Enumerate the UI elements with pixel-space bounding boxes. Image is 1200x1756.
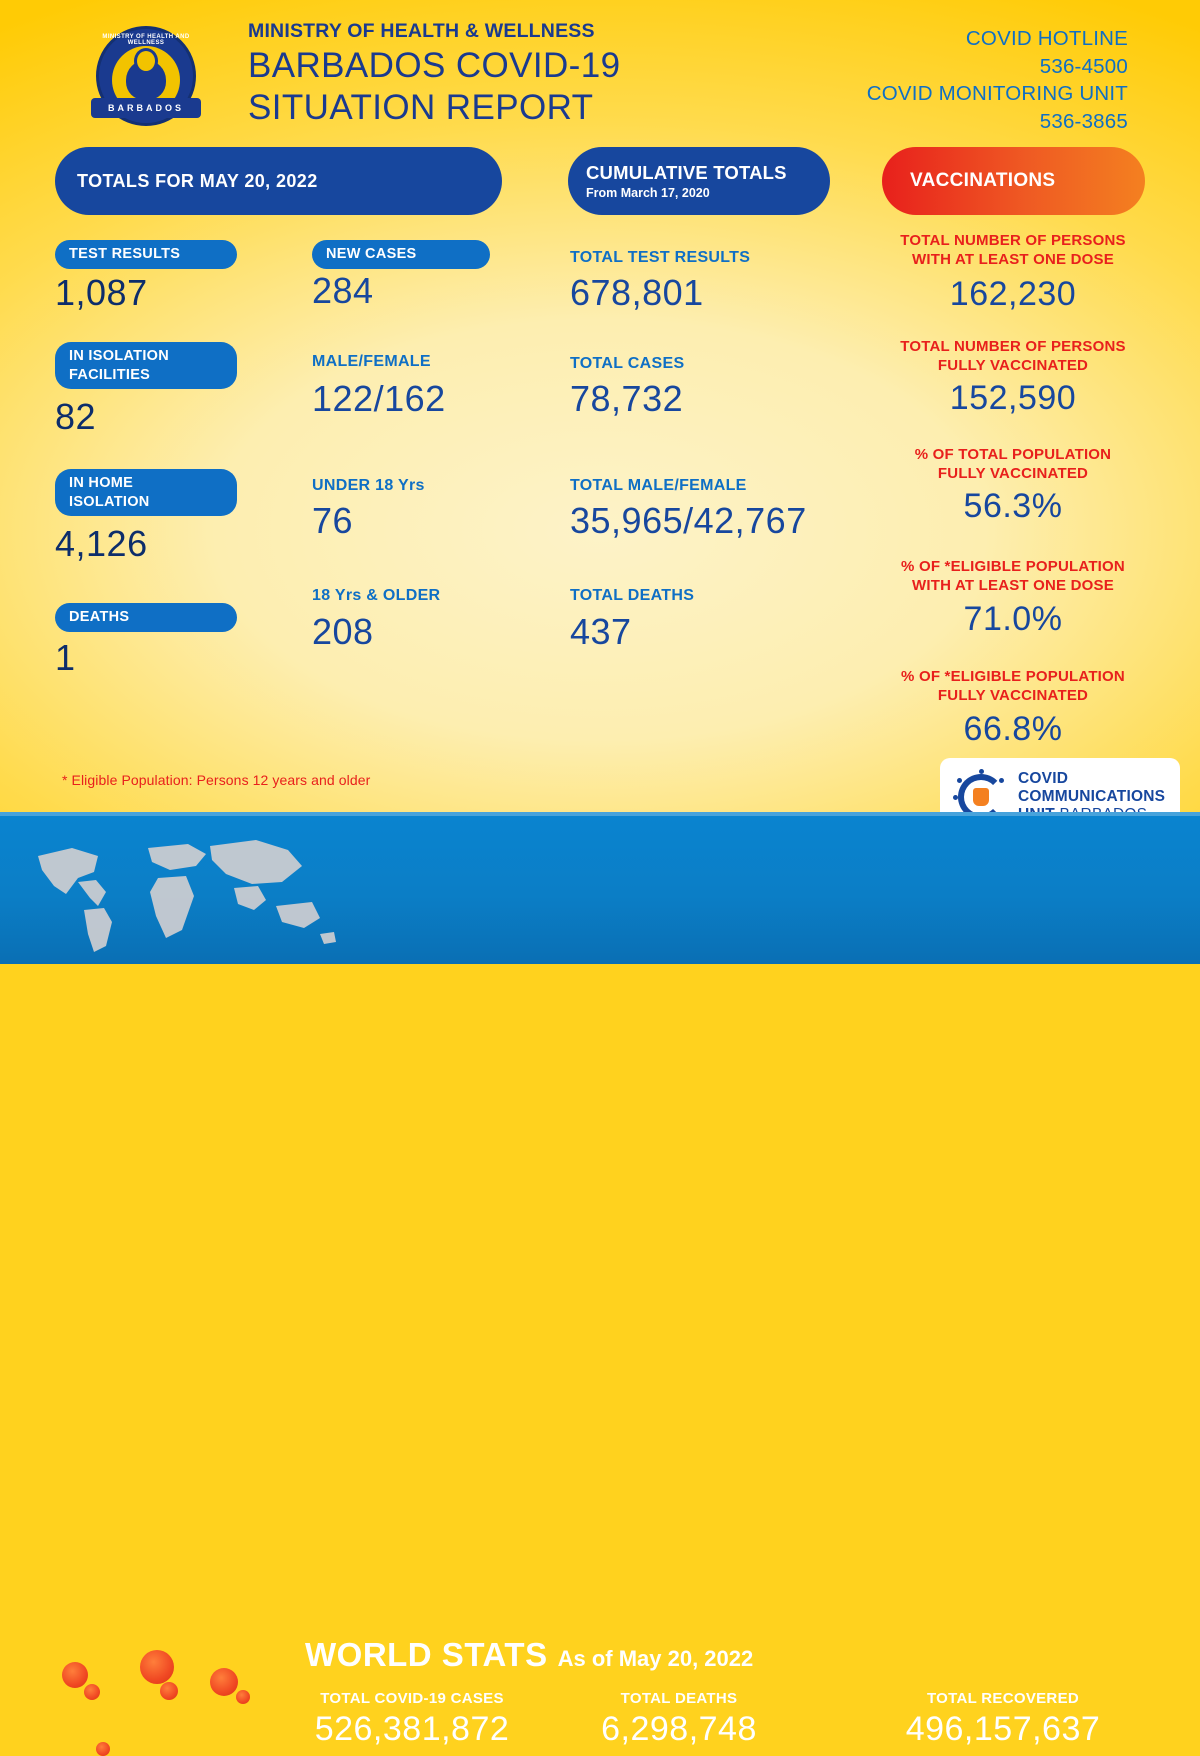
cumulative-totals-banner bbox=[568, 147, 830, 215]
vaccinations-banner bbox=[882, 147, 1145, 215]
total-male-female-value: 35,965/42,767 bbox=[570, 500, 807, 541]
map-hotspot-dot bbox=[140, 1650, 174, 1684]
world-total-recovered-value: 496,157,637 bbox=[905, 1710, 1101, 1748]
home-isolation-value: 4,126 bbox=[55, 523, 148, 564]
ccu-line-2: COMMUNICATIONS bbox=[1018, 787, 1166, 805]
daily-deaths-label: DEATHS bbox=[55, 603, 237, 632]
world-map-graphic bbox=[20, 826, 340, 956]
world-total-deaths-label: TOTAL DEATHS bbox=[620, 1690, 738, 1707]
vacc-pct-eligible-one-dose-value: 71.0% bbox=[963, 600, 1063, 638]
isolation-facilities-value: 82 bbox=[55, 396, 97, 437]
world-total-recovered-label: TOTAL RECOVERED bbox=[926, 1690, 1080, 1707]
total-deaths-value: 437 bbox=[570, 611, 632, 652]
vacc-pct-eligible-fully-value: 66.8% bbox=[963, 710, 1063, 748]
crest-bottom-text: BARBADOS bbox=[91, 98, 201, 118]
vacc-pct-total-pop-label-line2: FULLY VACCINATED bbox=[937, 464, 1089, 482]
vacc-pct-eligible-one-dose-label-line2: WITH AT LEAST ONE DOSE bbox=[912, 576, 1114, 594]
monitoring-unit-number: 536-3865 bbox=[1039, 110, 1128, 134]
vacc-one-dose-label-line2: WITH AT LEAST ONE DOSE bbox=[912, 250, 1114, 268]
world-stats-band bbox=[0, 812, 1200, 1748]
map-hotspot-dot bbox=[210, 1668, 238, 1696]
vacc-fully-label bbox=[873, 338, 1153, 376]
under-18-label: UNDER 18 Yrs bbox=[312, 477, 425, 494]
new-cases-label: NEW CASES bbox=[312, 240, 490, 269]
vacc-fully-label-line1: TOTAL NUMBER OF PERSONS bbox=[900, 338, 1126, 355]
title-block bbox=[248, 20, 620, 127]
vacc-fully-value: 152,590 bbox=[949, 379, 1077, 417]
map-hotspot-dot bbox=[96, 1742, 110, 1756]
vacc-pct-eligible-fully-label-line2: FULLY VACCINATED bbox=[937, 686, 1089, 704]
total-deaths-label: TOTAL DEATHS bbox=[570, 587, 695, 604]
caring-hands-icon bbox=[126, 60, 166, 100]
isolation-facilities-label-line2: FACILITIES bbox=[69, 366, 151, 383]
total-test-results-label: TOTAL TEST RESULTS bbox=[570, 249, 751, 266]
daily-totals-banner bbox=[55, 147, 502, 215]
report-title-line1: BARBADOS COVID-19 bbox=[248, 46, 621, 85]
over-18-label: 18 Yrs & OLDER bbox=[312, 587, 441, 604]
total-cases-label: TOTAL CASES bbox=[570, 355, 685, 372]
total-male-female-label: TOTAL MALE/FEMALE bbox=[570, 477, 747, 494]
daily-deaths-value: 1 bbox=[55, 637, 76, 678]
new-cases-value: 284 bbox=[312, 270, 374, 311]
monitoring-unit-label: COVID MONITORING UNIT bbox=[866, 82, 1128, 106]
home-isolation-label bbox=[55, 469, 237, 516]
vacc-one-dose-value: 162,230 bbox=[949, 275, 1077, 313]
male-female-label: MALE/FEMALE bbox=[312, 353, 431, 370]
male-female-value: 122/162 bbox=[312, 378, 446, 419]
home-isolation-label-line2: ISOLATION bbox=[69, 493, 150, 510]
hotline-number: 536-4500 bbox=[1039, 54, 1128, 78]
ministry-crest-logo bbox=[85, 26, 207, 134]
world-stats-title-block bbox=[305, 1636, 753, 1674]
vacc-one-dose-label bbox=[873, 232, 1153, 270]
world-stats-title: WORLD STATS bbox=[305, 1636, 548, 1673]
test-results-value: 1,087 bbox=[55, 272, 148, 313]
cumulative-banner-subtitle: From March 17, 2020 bbox=[586, 186, 710, 200]
map-hotspot-dot bbox=[62, 1662, 88, 1688]
eligible-population-footnote: * Eligible Population: Persons 12 years and older bbox=[62, 772, 371, 788]
world-total-deaths-value: 6,298,748 bbox=[601, 1710, 757, 1748]
cumulative-banner-title: CUMULATIVE TOTALS bbox=[586, 162, 787, 183]
vaccinations-banner-title: VACCINATIONS bbox=[910, 170, 1056, 191]
over-18-value: 208 bbox=[312, 611, 374, 652]
test-results-label: TEST RESULTS bbox=[55, 240, 237, 269]
ministry-name: MINISTRY OF HEALTH & WELLNESS bbox=[248, 20, 595, 42]
header bbox=[0, 0, 1200, 140]
map-hotspot-dot bbox=[84, 1684, 100, 1700]
isolation-facilities-label-line1: IN ISOLATION bbox=[69, 348, 169, 364]
world-total-cases-label: TOTAL COVID-19 CASES bbox=[320, 1690, 504, 1707]
hotline-label: COVID HOTLINE bbox=[965, 27, 1128, 50]
isolation-facilities-label bbox=[55, 342, 237, 389]
world-stats-date: As of May 20, 2022 bbox=[557, 1646, 754, 1671]
world-total-cases-value: 526,381,872 bbox=[314, 1710, 510, 1748]
vacc-pct-total-pop-value: 56.3% bbox=[963, 487, 1063, 525]
vacc-pct-total-pop-label bbox=[873, 446, 1153, 484]
daily-totals-banner-title: TOTALS FOR MAY 20, 2022 bbox=[77, 170, 318, 191]
vacc-pct-total-pop-label-line1: % OF TOTAL POPULATION bbox=[914, 446, 1112, 463]
vacc-pct-eligible-one-dose-label bbox=[873, 558, 1153, 596]
map-hotspot-dot bbox=[236, 1690, 250, 1704]
crest-top-text: MINISTRY OF HEALTH AND WELLNESS bbox=[102, 34, 190, 46]
under-18-value: 76 bbox=[312, 500, 354, 541]
vacc-pct-eligible-fully-label-line1: % OF *ELIGIBLE POPULATION bbox=[901, 668, 1125, 685]
total-test-results-value: 678,801 bbox=[570, 272, 704, 313]
ccu-line-1: COVID bbox=[1018, 769, 1069, 787]
home-isolation-label-line1: IN HOME bbox=[69, 475, 134, 491]
vacc-pct-eligible-fully-label bbox=[873, 668, 1153, 706]
report-title-line2: SITUATION REPORT bbox=[248, 88, 594, 128]
total-cases-value: 78,732 bbox=[570, 378, 684, 419]
vacc-pct-eligible-one-dose-label-line1: % OF *ELIGIBLE POPULATION bbox=[901, 558, 1125, 575]
vacc-one-dose-label-line1: TOTAL NUMBER OF PERSONS bbox=[900, 232, 1126, 249]
map-hotspot-dot bbox=[160, 1682, 178, 1700]
vacc-fully-label-line2: FULLY VACCINATED bbox=[937, 356, 1089, 374]
hotline-block bbox=[867, 25, 1128, 136]
